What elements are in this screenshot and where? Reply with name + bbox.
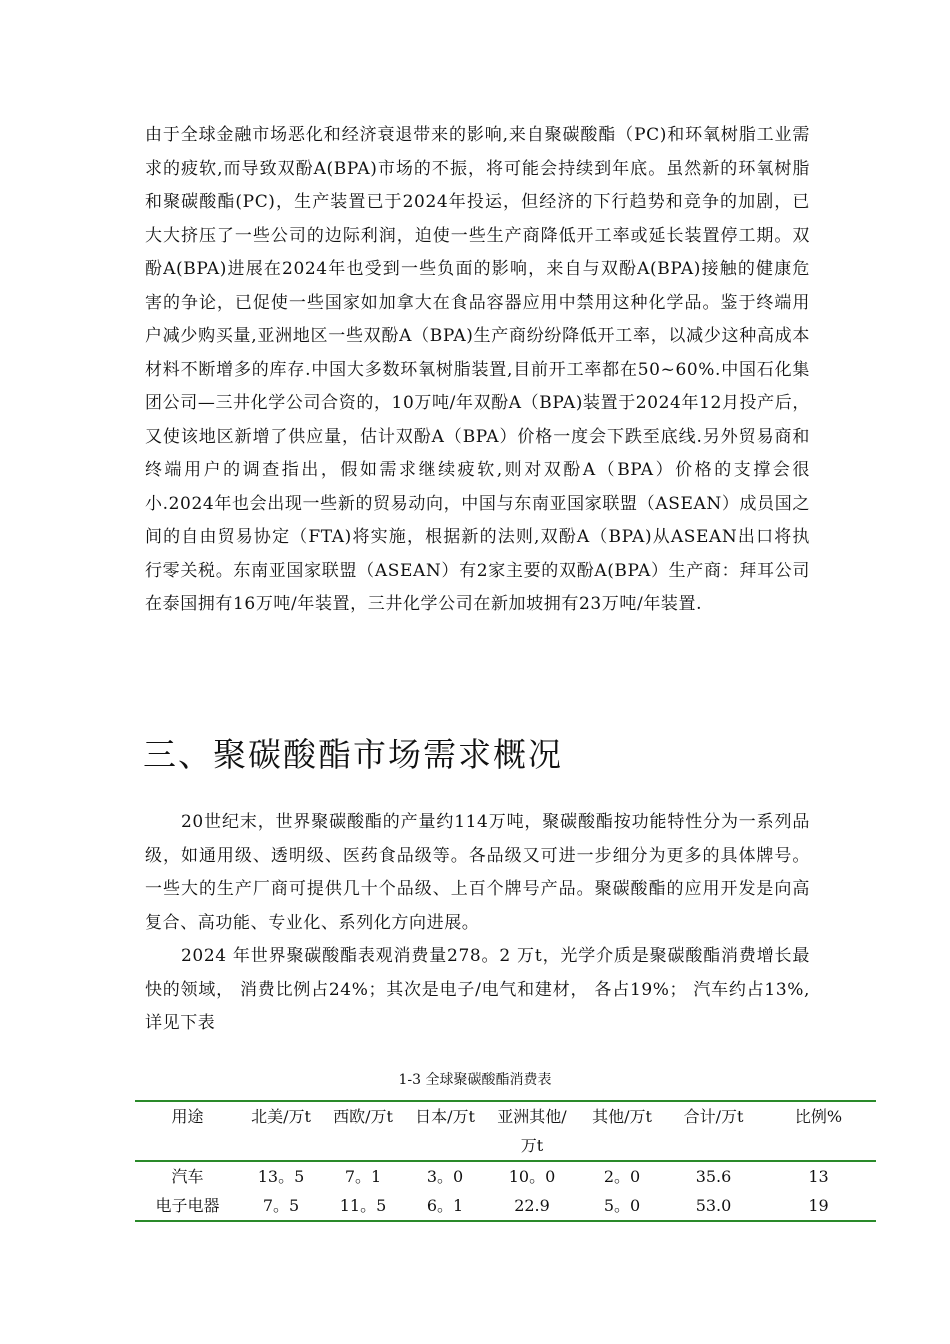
table-cell: 电子电器 [155, 1196, 220, 1215]
column-header: 西欧/万t [333, 1107, 393, 1126]
table-cell: 35.6 [695, 1167, 732, 1186]
column-header: 合计/万t [683, 1107, 744, 1126]
body-paragraph: 2024 年世界聚碳酸酯表观消费量278。2 万t，光学介质是聚碳酸酯消费增长最快的领域， 消费比例占24%；其次是电子/电气和建材， 各占19%； 汽车约占13%,详见下表 [145, 946, 810, 1033]
table-cell: 3。0 [426, 1167, 464, 1186]
table-cell: 53.0 [695, 1196, 732, 1215]
column-header: 北美/万t [251, 1107, 311, 1126]
table-cell: 5。0 [603, 1196, 641, 1215]
table-row [135, 1191, 876, 1221]
table-cell: 19 [808, 1196, 829, 1215]
column-header: 用途 [171, 1107, 204, 1126]
body-paragraph: 由于全球金融市场恶化和经济衰退带来的影响,来自聚碳酸酯（PC)和环氧树脂工业需求的疲软,而导致双酚A(BPA)市场的不振，将可能会持续到年底。虽然新的环氧树脂和聚碳酸酯(PC)，生产装置已于2024年投运，但经济的下行趋势和竞争的加剧，已大大挤压了一些公司的边际利润，迫使一些生产商降低开工率或延长装置停工期。双酚A(BPA)进展在2024年也受到一些负面的影响，来自与双酚A(BPA)接触的健康危害的争论，已促使一些国家如加拿大在食品容器应用中禁用这种化学品。鉴于终端用户减少购买量,亚洲地区一些双酚A（BPA)生产商纷纷降低开工率，以减少这种高成本材料不断增多的库存.中国大多数环氧树脂装置,目前开工率都在50~60%.中国石化集团公司—三井化学公司合资的，10万吨/年双酚A（BPA)装置于2024年12月投产后，又使该地区新增了供应量，估计双酚A（BPA）价格一度会下跌至底线.另外贸易商和终端用户的调查指出，假如需求继续疲软,则对双酚A（BPA）价格的支撑会很小.2024年也会出现一些新的贸易动向，中国与东南亚国家联盟（ASEAN）成员国之间的自由贸易协定（FTA)将实施，根据新的法则,双酚A（BPA)从ASEAN出口将执行零关税。东南亚国家联盟（ASEAN）有2家主要的双酚A(BPA）生产商：拜耳公司在泰国拥有16万吨/年装置，三井化学公司在新加坡拥有23万吨/年装置. [145, 125, 810, 614]
column-header: 其他/万t [592, 1107, 652, 1126]
table-cell: 2。0 [603, 1167, 641, 1186]
column-header: 亚洲其他/万t [497, 1107, 567, 1155]
body-paragraph: 20世纪末，世界聚碳酸酯的产量约114万吨，聚碳酸酯按功能特性分为一系列品级，如通用级、透明级、医药食品级等。各品级又可进一步细分为更多的具体牌号。一些大的生产厂商可提供几十个品级、上百个牌号产品。聚碳酸酯的应用开发是向高复合、高功能、专业化、系列化方向进展。 [145, 812, 810, 933]
table-caption: 1-3 全球聚碳酸酯消费表 [398, 1072, 552, 1088]
table-cell: 汽车 [171, 1167, 204, 1186]
table-cell: 7。5 [262, 1196, 300, 1215]
table-cell: 13。5 [257, 1167, 305, 1186]
table-cell: 7。1 [344, 1167, 382, 1186]
column-header: 日本/万t [415, 1107, 475, 1126]
column-header: 比例% [794, 1107, 843, 1126]
table-header-row [135, 1101, 876, 1161]
consumption-table [135, 1100, 876, 1222]
table-cell: 6。1 [426, 1196, 464, 1215]
table-cell: 11。5 [339, 1196, 387, 1215]
table-row [135, 1161, 876, 1191]
table-cell: 10。0 [508, 1167, 556, 1186]
table-cell: 22.9 [514, 1196, 550, 1215]
table-cell: 13 [808, 1167, 829, 1186]
section-heading: 三、聚碳酸酯市场需求概况 [143, 735, 563, 774]
